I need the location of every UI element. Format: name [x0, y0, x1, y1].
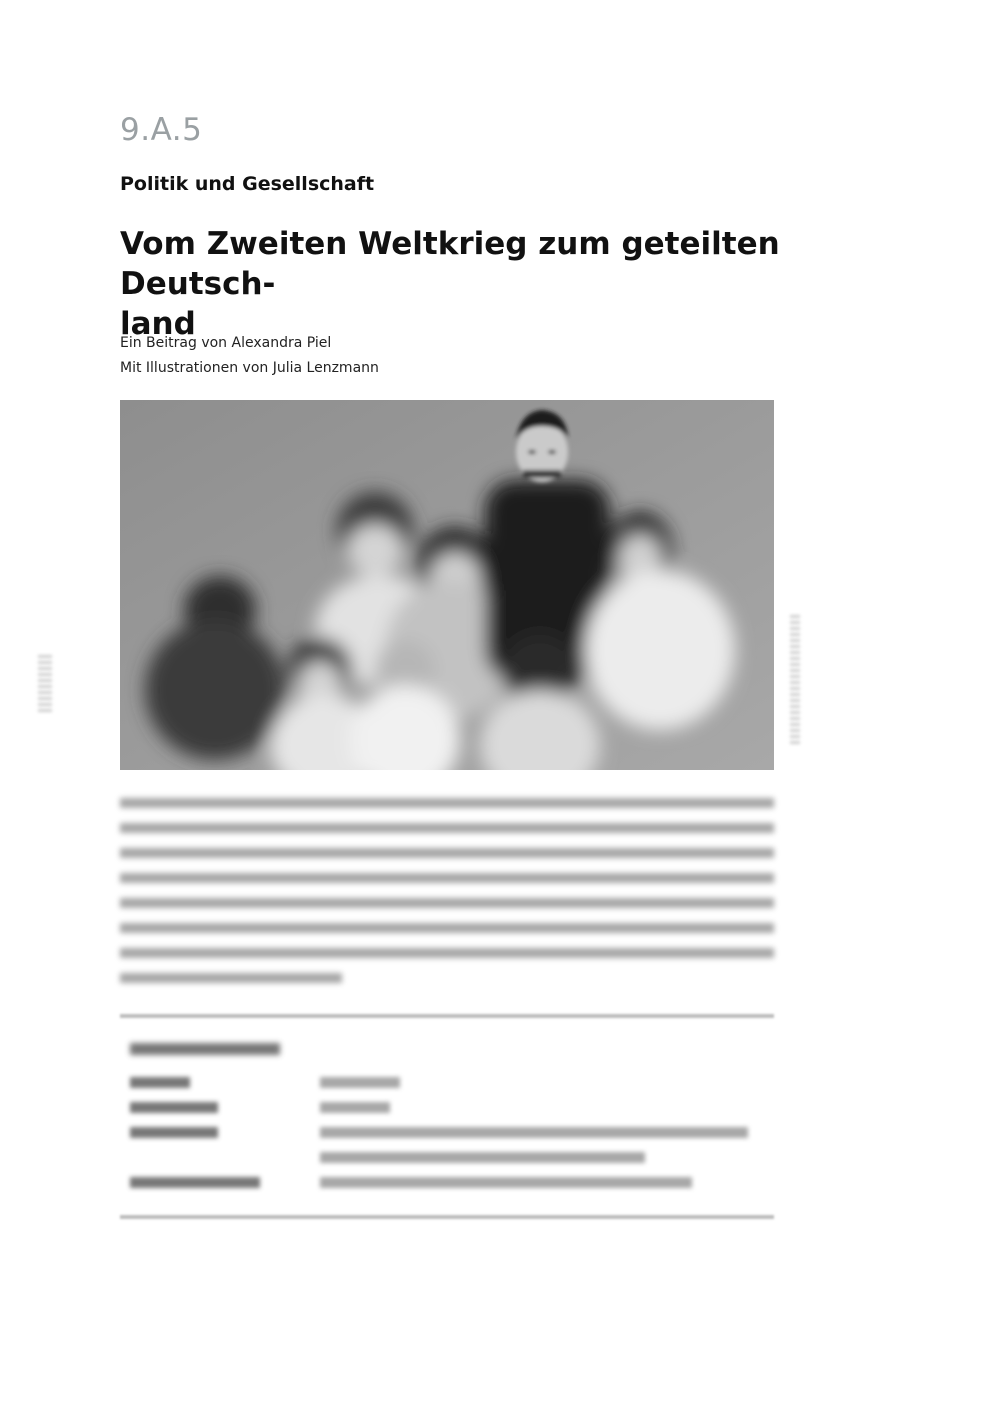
side-photo-credit [790, 615, 800, 745]
page-title-line-2: land [120, 306, 196, 342]
profile-value-blurred [320, 1102, 390, 1113]
blurred-line [120, 948, 774, 958]
section-code: 9.A.5 [120, 112, 203, 148]
blurred-line [120, 973, 342, 983]
profile-top-rule [120, 1014, 774, 1018]
side-copyright-left [38, 655, 52, 715]
profile-label-blurred [130, 1077, 190, 1088]
profile-label-blurred [130, 1127, 218, 1138]
blurred-line [120, 923, 774, 933]
profile-value-blurred [320, 1077, 400, 1088]
blurred-line [120, 873, 774, 883]
page-title-line-1: Vom Zweiten Weltkrieg zum geteilten Deutsch- [120, 226, 780, 302]
author-line: Ein Beitrag von Alexandra Piel [120, 335, 332, 351]
page-title [120, 224, 820, 344]
intro-paragraph-blurred [120, 798, 774, 998]
profile-value-blurred [320, 1177, 692, 1188]
blurred-line [120, 898, 774, 908]
profile-value-blurred [320, 1127, 748, 1138]
blurred-line [120, 848, 774, 858]
byline [120, 331, 379, 381]
category-label: Politik und Gesellschaft [120, 173, 375, 195]
cover-photo [120, 400, 774, 770]
profile-label-blurred [130, 1177, 260, 1188]
profile-value-blurred [320, 1152, 645, 1163]
blurred-line [120, 798, 774, 808]
cover-photo-drawing [120, 400, 774, 770]
profile-label-blurred [130, 1102, 218, 1113]
profile-bottom-rule [120, 1215, 774, 1219]
blurred-line [120, 823, 774, 833]
profile-heading-blurred [130, 1043, 280, 1055]
illustrator-line: Mit Illustrationen von Julia Lenzmann [120, 360, 379, 376]
